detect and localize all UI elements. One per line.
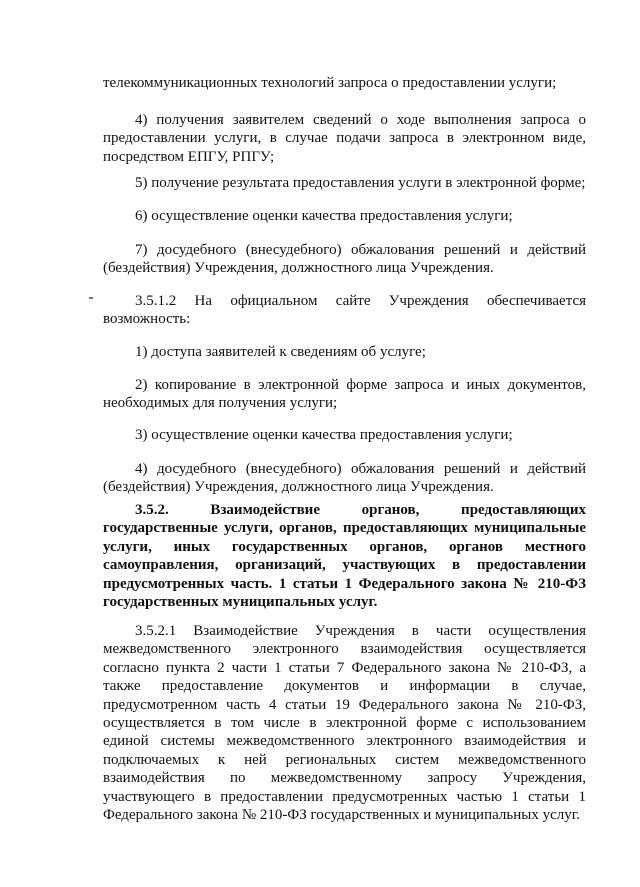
paragraph-sub-item-1: 1) доступа заявителей к сведениям об услуге; [135,344,426,360]
paragraph-sub-item-3: 3) осуществление оценки качества предоставления услуги; [135,427,513,443]
paragraph-item-5: 5) получение результата предоставления услуги в электронной форме; [135,175,586,191]
section-3-5-1-2: 3.5.1.2 На официальном сайте Учреждения обеспечивается возможность: [103,293,586,328]
section-3-5-2-heading: 3.5.2. Взаимодействие органов, предоставляющих государственные услуги, органов, предоставляющих муниципальные услуги, иных государственных органов, органов местного самоуправления, организаций, участвующих в предоставлении предусмотренных часть. 1 статьи 1 Федерального закона № 210-ФЗ государственных муниципальных услуг. [103,502,586,611]
paragraph-continuation: телекоммуникационных технологий запроса о предоставлении услуги; [103,75,557,91]
paragraph-sub-item-4: 4) досудебного (внесудебного) обжалования решений и действий (бездействия) Учреждения, должностного лица Учреждения. [103,461,586,496]
section-3-5-2-1: 3.5.2.1 Взаимодействие Учреждения в части осуществления межведомственного электронного взаимодействия осуществляется согласно пункта 2 части 1 статьи 7 Федерального закона № 210-ФЗ, а также предоставление документов и информации в случае, предусмотренном часть 4 статьи 19 Федерального закона № 210-ФЗ, осуществляется в том числе в электронной форме с использованием единой системы межведомственного электронного взаимодействия и подключаемых к ней региональных систем межведомственного взаимодействия по межведомственному запросу Учреждения, участвующего в предоставлении предусмотренных частью 1 статьи 1 Федерального закона № 210-ФЗ государственных и муниципальных услуг. [103,623,586,824]
paragraph-item-6: 6) осуществление оценки качества предоставления услуги; [135,208,513,224]
paragraph-item-7: 7) досудебного (внесудебного) обжалования решений и действий (бездействия) Учреждения, должностного лица Учреждения. [103,242,586,277]
paragraph-item-4: 4) получения заявителем сведений о ходе выполнения запроса о предоставлении услуги, в случае подачи запроса в электронном виде, посредством ЕПГУ, РПГУ; [103,112,586,165]
scan-mark [89,297,93,299]
paragraph-sub-item-2: 2) копирование в электронной форме запроса и иных документов, необходимых для получения услуги; [103,377,586,412]
